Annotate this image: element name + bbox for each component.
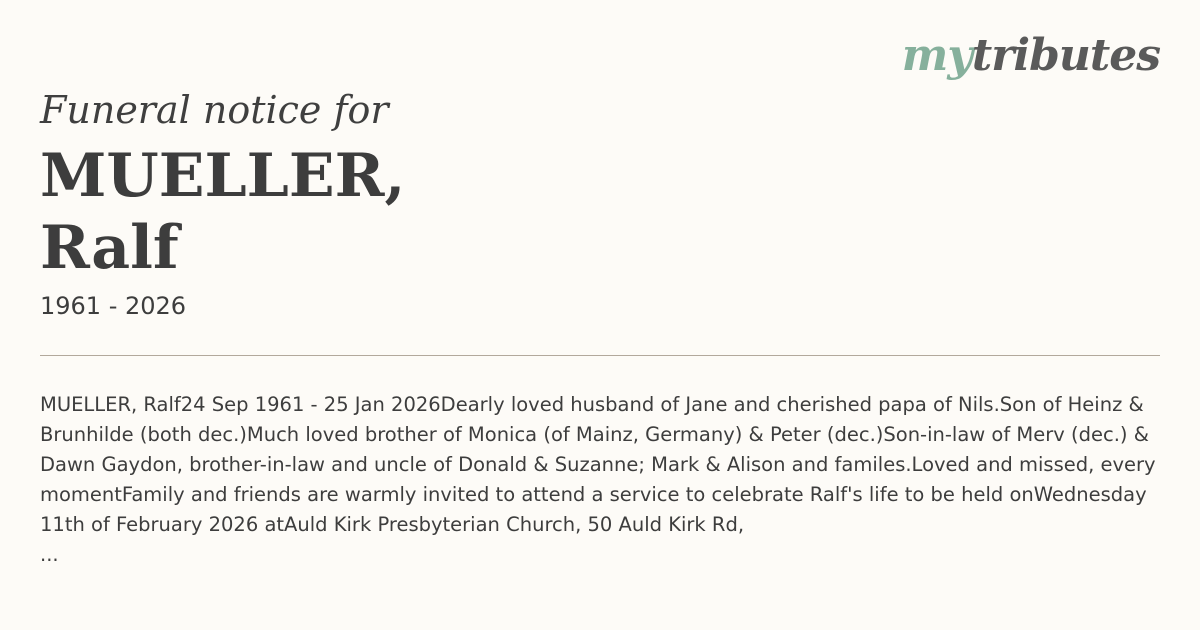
notice-kicker: Funeral notice for bbox=[40, 88, 389, 132]
life-years: 1961 - 2026 bbox=[40, 292, 187, 320]
logo-name: tributes bbox=[971, 30, 1160, 81]
notice-body bbox=[40, 390, 1160, 570]
notice-text: MUELLER, Ralf24 Sep 1961 - 25 Jan 2026Dearly loved husband of Jane and cherished papa of Nils.Son of Heinz & Brunhilde (both dec.)Much loved brother of Monica (of Mainz, Germany) & Peter (dec.)Son-in-law of Merv (dec.) & Dawn Gaydon, brother-in-law and uncle of Donald & Suzanne; Mark & Alison and familes.Loved and missed, every momentFamily and friends are warmly invited to attend a service to celebrate Ralf's life to be held onWednesday 11th of February 2026 atAuld Kirk Presbyterian Church, 50 Auld Kirk Rd, bbox=[40, 393, 1156, 536]
logo-prefix: my bbox=[901, 30, 972, 81]
deceased-surname: MUELLER, bbox=[40, 141, 406, 211]
notice-ellipsis: ... bbox=[40, 543, 59, 566]
deceased-given-name: Ralf bbox=[40, 213, 179, 283]
deceased-name bbox=[40, 140, 405, 284]
divider bbox=[40, 355, 1160, 356]
mytributes-logo[interactable] bbox=[902, 30, 1160, 83]
